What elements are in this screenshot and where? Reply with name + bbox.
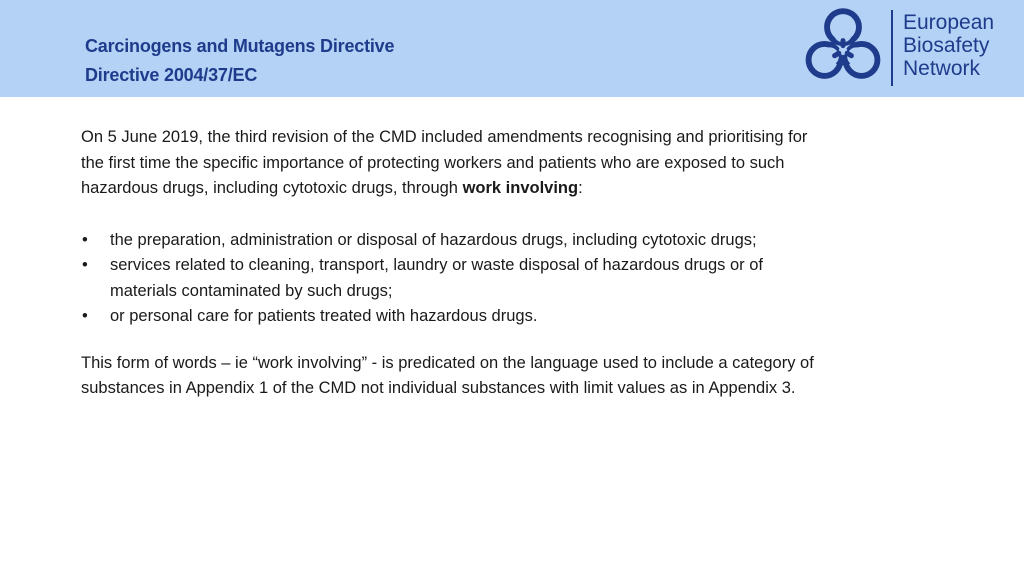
- logo-line-2: Biosafety: [903, 34, 990, 57]
- ebn-logo: [800, 7, 1015, 91]
- logo-divider: [891, 10, 893, 86]
- bullet-list: [81, 228, 821, 330]
- biohazard-icon: [800, 7, 886, 91]
- list-item: [81, 304, 821, 330]
- bullet-text: services related to cleaning, transport, laundry or waste disposal of hazardous drugs or of materials contaminated by such drugs;: [110, 256, 764, 300]
- title-line-2: Directive 2004/37/EC: [85, 65, 258, 85]
- logo-line-3: Network: [903, 57, 981, 80]
- header-banner: [0, 0, 1024, 97]
- bullet-icon: •: [82, 307, 88, 325]
- bullet-text: or personal care for patients treated with hazardous drugs.: [110, 307, 538, 325]
- bullet-icon: •: [82, 230, 88, 249]
- intro-end: :: [578, 179, 583, 197]
- intro-text: On 5 June 2019, the third revision of the CMD included amendments recognising and prioritising for the first time the specific importance of protecting workers and patients who are exposed to such hazardous drugs, including cytotoxic drugs, through: [81, 128, 808, 197]
- logo-wordmark: [903, 11, 994, 80]
- closing-paragraph: This form of words – ie “work involving” - is predicated on the language used to include a category of substances in Appendix 1 of the CMD not individual substances with limit values as in Appendix 3.: [81, 353, 814, 397]
- list-item: [81, 228, 821, 254]
- intro-emphasis: work involving: [462, 179, 579, 197]
- intro-paragraph: [81, 125, 821, 202]
- page-title: [85, 32, 394, 90]
- title-line-1: Carcinogens and Mutagens Directive: [85, 36, 395, 56]
- slide-body: [81, 125, 821, 402]
- bullet-text: the preparation, administration or disposal of hazardous drugs, including cytotoxic drugs;: [110, 230, 757, 249]
- list-item: [81, 253, 821, 304]
- logo-line-1: European: [903, 11, 995, 34]
- bullet-icon: •: [82, 256, 88, 274]
